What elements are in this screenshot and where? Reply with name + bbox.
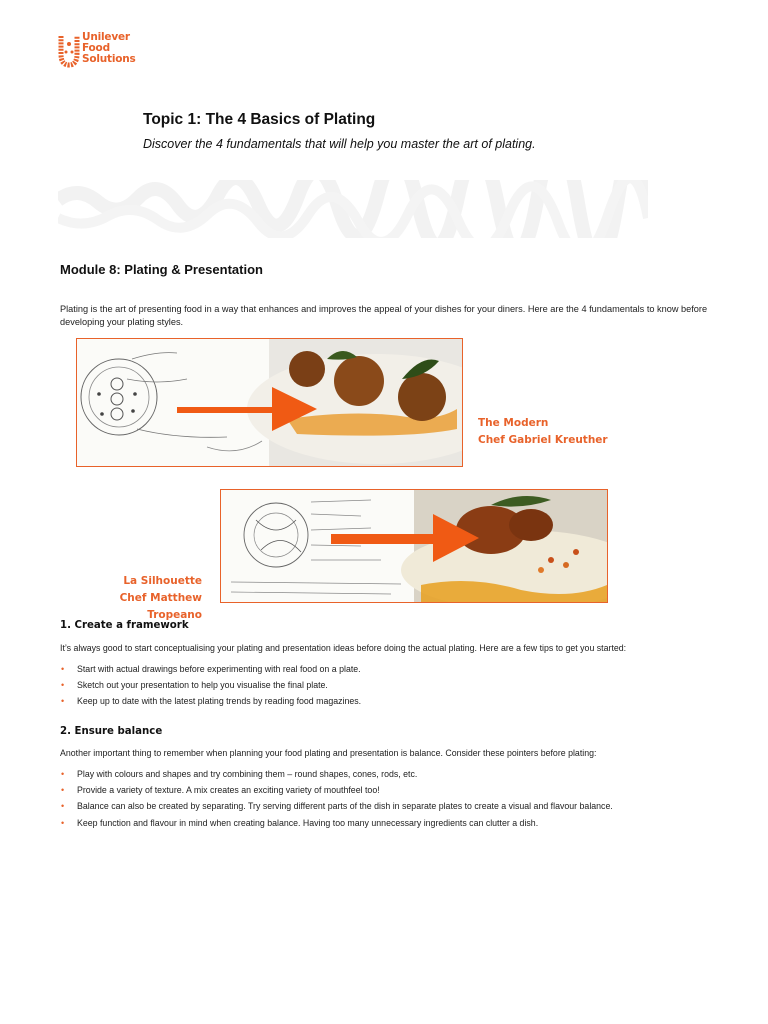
list-item: • Start with actual drawings before experimenting with real food on a plate.: [61, 664, 361, 674]
dish-name: La Silhouette: [123, 575, 202, 587]
chef-name: Chef Gabriel Kreuther: [478, 434, 608, 446]
list-item: • Balance can also be created by separating. Try serving different parts of the dish in separate plates to create a visual and flavour balance.: [61, 801, 613, 812]
logo-wordmark: Unilever Food Solutions: [82, 31, 136, 65]
brand-logo: [58, 32, 168, 72]
unilever-u-icon: [58, 34, 80, 68]
framework-tips-list: [60, 661, 740, 710]
chef-name: Chef Matthew Tropeano: [119, 592, 202, 621]
decorative-pattern: [58, 180, 648, 238]
section-text-framework: It’s always good to start conceptualising your plating and presentation ideas before doing the actual plating. Here are a few tips to get you started:: [60, 643, 627, 653]
section-title-balance: 2. Ensure balance: [60, 726, 163, 737]
balance-tips-list: [60, 766, 740, 831]
section-text-balance: Another important thing to remember when planning your food plating and presentation is balance. Consider these pointers before plating:: [60, 748, 597, 758]
topic-title: Topic 1: The 4 Basics of Plating: [143, 111, 376, 128]
example-caption-modern: [478, 415, 608, 449]
list-item: • Sketch out your presentation to help you visualise the final plate.: [61, 680, 328, 691]
dish-name: The Modern: [478, 417, 549, 429]
section-title-framework: 1. Create a framework: [60, 620, 189, 631]
list-item: • Provide a variety of texture. A mix creates an exciting variety of mouthfeel too!: [61, 785, 380, 796]
list-item: • Keep up to date with the latest plating trends by reading food magazines.: [61, 696, 362, 707]
example-caption-silhouette: [74, 573, 202, 624]
plating-example-image-modern: [76, 338, 463, 467]
list-item: • Play with colours and shapes and try combining them – round shapes, cones, rods, etc.: [61, 769, 418, 779]
module-title: Module 8: Plating & Presentation: [60, 262, 263, 277]
plating-example-image-silhouette: [220, 489, 608, 603]
topic-subtitle: Discover the 4 fundamentals that will help you master the art of plating.: [143, 137, 536, 151]
module-intro: Plating is the art of presenting food in a way that enhances and improves the appeal of your dishes for your diners. Here are the 4 fundamentals to know before developing your plating styles.: [60, 304, 708, 327]
list-item: • Keep function and flavour in mind when creating balance. Having too many unnecessary ingredients can clutter a dish.: [61, 817, 539, 828]
